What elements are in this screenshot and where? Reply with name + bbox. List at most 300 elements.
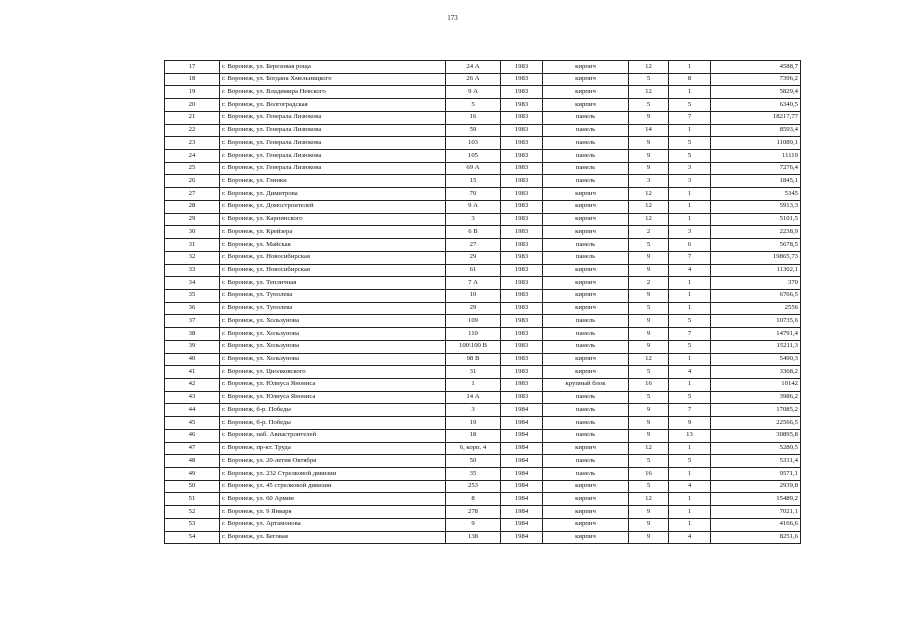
year-cell: 1983 (501, 213, 543, 226)
table-row (165, 277, 801, 290)
year-cell: 1984 (501, 404, 543, 417)
year-cell: 1983 (501, 99, 543, 112)
table-row (165, 213, 801, 226)
house-number-cell: 98 В (446, 353, 501, 366)
year-cell: 1984 (501, 468, 543, 481)
house-number-cell: 69 А (446, 162, 501, 175)
house-number-cell: 24 А (446, 61, 501, 74)
row-number-cell: 54 (165, 531, 220, 544)
entrances-cell: 3 (669, 162, 711, 175)
address-cell: г. Воронеж, ул. Владимира Невского (220, 86, 446, 99)
area-cell: 14791,4 (711, 328, 801, 341)
page-number: 173 (447, 14, 458, 22)
year-cell: 1983 (501, 188, 543, 201)
wall-material-cell: панель (543, 137, 629, 150)
entrances-cell: 5 (669, 137, 711, 150)
table-row (165, 137, 801, 150)
house-number-cell: 10 (446, 289, 501, 302)
floors-cell: 9 (629, 289, 669, 302)
year-cell: 1983 (501, 175, 543, 188)
year-cell: 1983 (501, 111, 543, 124)
area-cell: 3368,2 (711, 366, 801, 379)
area-cell: 15211,3 (711, 340, 801, 353)
house-number-cell: 29 (446, 251, 501, 264)
row-number-cell: 41 (165, 366, 220, 379)
entrances-cell: 4 (669, 480, 711, 493)
floors-cell: 9 (629, 531, 669, 544)
year-cell: 1983 (501, 73, 543, 86)
area-cell: 4166,6 (711, 518, 801, 531)
floors-cell: 12 (629, 493, 669, 506)
entrances-cell: 1 (669, 188, 711, 201)
table-body (165, 61, 801, 544)
area-cell: 6766,5 (711, 289, 801, 302)
area-cell: 370 (711, 277, 801, 290)
year-cell: 1983 (501, 124, 543, 137)
row-number-cell: 42 (165, 378, 220, 391)
wall-material-cell: кирпич (543, 506, 629, 519)
house-number-cell: 110 (446, 328, 501, 341)
address-cell: г. Воронеж, ул. Димитрова (220, 188, 446, 201)
row-number-cell: 53 (165, 518, 220, 531)
house-number-cell: 27 (446, 239, 501, 252)
entrances-cell: 4 (669, 366, 711, 379)
floors-cell: 16 (629, 468, 669, 481)
house-number-cell: 5 (446, 99, 501, 112)
house-number-cell: 9 А (446, 86, 501, 99)
entrances-cell: 1 (669, 124, 711, 137)
house-number-cell: 9 А (446, 200, 501, 213)
wall-material-cell: кирпич (543, 226, 629, 239)
area-cell: 5678,5 (711, 239, 801, 252)
house-number-cell: 18 (446, 429, 501, 442)
year-cell: 1983 (501, 239, 543, 252)
address-cell: г. Воронеж, ул. Богдана Хмельницкого (220, 73, 446, 86)
table-row (165, 239, 801, 252)
house-number-cell: 3 (446, 404, 501, 417)
wall-material-cell: панель (543, 239, 629, 252)
house-number-cell: 61 (446, 264, 501, 277)
wall-material-cell: панель (543, 340, 629, 353)
table-row (165, 366, 801, 379)
house-number-cell: 29 (446, 302, 501, 315)
floors-cell: 9 (629, 264, 669, 277)
house-number-cell: 278 (446, 506, 501, 519)
wall-material-cell: панель (543, 328, 629, 341)
floors-cell: 9 (629, 518, 669, 531)
floors-cell: 3 (629, 175, 669, 188)
row-number-cell: 44 (165, 404, 220, 417)
house-number-cell: 19 (446, 417, 501, 430)
entrances-cell: 1 (669, 493, 711, 506)
address-cell: г. Воронеж, ул. Беговая (220, 531, 446, 544)
entrances-cell: 13 (669, 429, 711, 442)
year-cell: 1984 (501, 493, 543, 506)
house-number-cell: 7 А (446, 277, 501, 290)
year-cell: 1984 (501, 518, 543, 531)
wall-material-cell: кирпич (543, 480, 629, 493)
area-cell: 10735,6 (711, 315, 801, 328)
year-cell: 1983 (501, 366, 543, 379)
wall-material-cell: панель (543, 468, 629, 481)
table-row (165, 226, 801, 239)
floors-cell: 9 (629, 340, 669, 353)
entrances-cell: 1 (669, 213, 711, 226)
year-cell: 1983 (501, 277, 543, 290)
entrances-cell: 3 (669, 226, 711, 239)
address-cell: г. Воронеж, ул. Генерала Лизюкова (220, 137, 446, 150)
floors-cell: 9 (629, 150, 669, 163)
year-cell: 1983 (501, 391, 543, 404)
year-cell: 1983 (501, 226, 543, 239)
address-cell: г. Воронеж, ул. Волгоградская (220, 99, 446, 112)
wall-material-cell: кирпич (543, 188, 629, 201)
house-number-cell: 138 (446, 531, 501, 544)
table-row (165, 506, 801, 519)
year-cell: 1983 (501, 61, 543, 74)
floors-cell: 2 (629, 277, 669, 290)
row-number-cell: 25 (165, 162, 220, 175)
floors-cell: 9 (629, 251, 669, 264)
table-row (165, 188, 801, 201)
entrances-cell: 9 (669, 417, 711, 430)
wall-material-cell: кирпич (543, 213, 629, 226)
row-number-cell: 51 (165, 493, 220, 506)
wall-material-cell: кирпич (543, 86, 629, 99)
address-cell: г. Воронеж, ул. Крейзера (220, 226, 446, 239)
entrances-cell: 5 (669, 340, 711, 353)
address-cell: г. Воронеж, ул. Хользунова (220, 328, 446, 341)
wall-material-cell: кирпич (543, 518, 629, 531)
row-number-cell: 43 (165, 391, 220, 404)
house-number-cell: 6, корп. 4 (446, 442, 501, 455)
area-cell: 6340,5 (711, 99, 801, 112)
address-cell: г. Воронеж, ул. Тепличная (220, 277, 446, 290)
year-cell: 1983 (501, 264, 543, 277)
row-number-cell: 27 (165, 188, 220, 201)
floors-cell: 5 (629, 239, 669, 252)
table-row (165, 162, 801, 175)
year-cell: 1984 (501, 531, 543, 544)
table-row (165, 73, 801, 86)
table-row (165, 353, 801, 366)
table-row (165, 468, 801, 481)
floors-cell: 5 (629, 73, 669, 86)
table-row (165, 531, 801, 544)
floors-cell: 12 (629, 213, 669, 226)
wall-material-cell: панель (543, 315, 629, 328)
floors-cell: 9 (629, 111, 669, 124)
wall-material-cell: кирпич (543, 200, 629, 213)
row-number-cell: 47 (165, 442, 220, 455)
area-cell: 18217,77 (711, 111, 801, 124)
table-row (165, 124, 801, 137)
year-cell: 1983 (501, 328, 543, 341)
row-number-cell: 40 (165, 353, 220, 366)
table-row (165, 200, 801, 213)
address-cell: г. Воронеж, ул. Глинки (220, 175, 446, 188)
year-cell: 1983 (501, 86, 543, 99)
table-row (165, 289, 801, 302)
entrances-cell: 1 (669, 468, 711, 481)
table-row (165, 417, 801, 430)
floors-cell: 9 (629, 137, 669, 150)
year-cell: 1983 (501, 251, 543, 264)
address-cell: г. Воронеж, ул. Артамонова (220, 518, 446, 531)
row-number-cell: 24 (165, 150, 220, 163)
area-cell: 4588,7 (711, 61, 801, 74)
row-number-cell: 17 (165, 61, 220, 74)
address-cell: г. Воронеж, ул. Генерала Лизюкова (220, 162, 446, 175)
floors-cell: 12 (629, 188, 669, 201)
floors-cell: 14 (629, 124, 669, 137)
area-cell: 2556 (711, 302, 801, 315)
table-row (165, 315, 801, 328)
row-number-cell: 45 (165, 417, 220, 430)
floors-cell: 9 (629, 404, 669, 417)
address-cell: г. Воронеж, ул. Новосибирская (220, 251, 446, 264)
entrances-cell: 1 (669, 200, 711, 213)
table-row (165, 99, 801, 112)
area-cell: 9571,1 (711, 468, 801, 481)
year-cell: 1983 (501, 315, 543, 328)
wall-material-cell: панель (543, 150, 629, 163)
wall-material-cell: кирпич (543, 99, 629, 112)
table-row (165, 404, 801, 417)
wall-material-cell: панель (543, 111, 629, 124)
house-number-cell: 1 (446, 378, 501, 391)
row-number-cell: 49 (165, 468, 220, 481)
table-row (165, 150, 801, 163)
address-cell: г. Воронеж, ул. Генерала Лизюкова (220, 124, 446, 137)
address-cell: г. Воронеж, ул. Хользунова (220, 353, 446, 366)
wall-material-cell: кирпич (543, 61, 629, 74)
table-row (165, 264, 801, 277)
floors-cell: 5 (629, 302, 669, 315)
floors-cell: 12 (629, 353, 669, 366)
table-row (165, 378, 801, 391)
wall-material-cell: панель (543, 417, 629, 430)
entrances-cell: 1 (669, 378, 711, 391)
housing-registry-table (164, 60, 801, 544)
house-number-cell: 35 (446, 468, 501, 481)
floors-cell: 9 (629, 429, 669, 442)
house-number-cell: 26 А (446, 73, 501, 86)
entrances-cell: 5 (669, 150, 711, 163)
row-number-cell: 29 (165, 213, 220, 226)
row-number-cell: 39 (165, 340, 220, 353)
year-cell: 1983 (501, 150, 543, 163)
floors-cell: 12 (629, 61, 669, 74)
floors-cell: 5 (629, 99, 669, 112)
wall-material-cell: панель (543, 429, 629, 442)
area-cell: 2238,9 (711, 226, 801, 239)
row-number-cell: 20 (165, 99, 220, 112)
row-number-cell: 26 (165, 175, 220, 188)
table-row (165, 480, 801, 493)
year-cell: 1983 (501, 378, 543, 391)
floors-cell: 12 (629, 200, 669, 213)
row-number-cell: 34 (165, 277, 220, 290)
address-cell: г. Воронеж, ул. Туполева (220, 302, 446, 315)
house-number-cell: 100\100 В (446, 340, 501, 353)
table-row (165, 61, 801, 74)
wall-material-cell: панель (543, 455, 629, 468)
wall-material-cell: панель (543, 124, 629, 137)
address-cell: г. Воронеж, ул. Циолковского (220, 366, 446, 379)
house-number-cell: 15 (446, 175, 501, 188)
entrances-cell: 4 (669, 531, 711, 544)
address-cell: г. Воронеж, ул. Юлиуса Янониса (220, 378, 446, 391)
wall-material-cell: кирпич (543, 531, 629, 544)
year-cell: 1984 (501, 429, 543, 442)
area-cell: 30895,8 (711, 429, 801, 442)
area-cell: 17085,2 (711, 404, 801, 417)
address-cell: г. Воронеж, ул. 232 Стрелковой дивизии (220, 468, 446, 481)
entrances-cell: 1 (669, 353, 711, 366)
row-number-cell: 21 (165, 111, 220, 124)
house-number-cell: 70 (446, 188, 501, 201)
row-number-cell: 28 (165, 200, 220, 213)
year-cell: 1984 (501, 417, 543, 430)
row-number-cell: 52 (165, 506, 220, 519)
year-cell: 1984 (501, 480, 543, 493)
entrances-cell: 7 (669, 111, 711, 124)
address-cell: г. Воронеж, ул. 60 Армии (220, 493, 446, 506)
table-row (165, 302, 801, 315)
area-cell: 5280,5 (711, 442, 801, 455)
table-row (165, 340, 801, 353)
table-row (165, 455, 801, 468)
address-cell: г. Воронеж, ул. Карпинского (220, 213, 446, 226)
row-number-cell: 46 (165, 429, 220, 442)
entrances-cell: 1 (669, 61, 711, 74)
row-number-cell: 35 (165, 289, 220, 302)
wall-material-cell: кирпич (543, 442, 629, 455)
area-cell: 5490,3 (711, 353, 801, 366)
area-cell: 7276,4 (711, 162, 801, 175)
floors-cell: 9 (629, 506, 669, 519)
entrances-cell: 1 (669, 518, 711, 531)
row-number-cell: 48 (165, 455, 220, 468)
year-cell: 1983 (501, 353, 543, 366)
year-cell: 1983 (501, 289, 543, 302)
table-row (165, 328, 801, 341)
floors-cell: 12 (629, 442, 669, 455)
address-cell: г. Воронеж, пр-кт. Труда (220, 442, 446, 455)
house-number-cell: 253 (446, 480, 501, 493)
house-number-cell: 8 (446, 493, 501, 506)
entrances-cell: 7 (669, 328, 711, 341)
year-cell: 1983 (501, 302, 543, 315)
entrances-cell: 5 (669, 455, 711, 468)
area-cell: 5345 (711, 188, 801, 201)
address-cell: г. Воронеж, ул. Генерала Лизюкова (220, 111, 446, 124)
wall-material-cell: кирпич (543, 264, 629, 277)
area-cell: 1845,1 (711, 175, 801, 188)
floors-cell: 16 (629, 378, 669, 391)
row-number-cell: 31 (165, 239, 220, 252)
floors-cell: 5 (629, 391, 669, 404)
area-cell: 8593,4 (711, 124, 801, 137)
wall-material-cell: панель (543, 391, 629, 404)
row-number-cell: 37 (165, 315, 220, 328)
address-cell: г. Воронеж, ул. 45 стрелковой дивизии (220, 480, 446, 493)
house-number-cell: 6 В (446, 226, 501, 239)
row-number-cell: 18 (165, 73, 220, 86)
area-cell: 11119 (711, 150, 801, 163)
year-cell: 1984 (501, 455, 543, 468)
table-row (165, 251, 801, 264)
area-cell: 19865,73 (711, 251, 801, 264)
entrances-cell: 7 (669, 404, 711, 417)
address-cell: г. Воронеж, б-р. Победы (220, 417, 446, 430)
area-cell: 22566,5 (711, 417, 801, 430)
entrances-cell: 8 (669, 73, 711, 86)
wall-material-cell: кирпич (543, 289, 629, 302)
house-number-cell: 14 А (446, 391, 501, 404)
year-cell: 1983 (501, 162, 543, 175)
wall-material-cell: панель (543, 175, 629, 188)
table-row (165, 86, 801, 99)
table-row (165, 493, 801, 506)
row-number-cell: 32 (165, 251, 220, 264)
area-cell: 5331,4 (711, 455, 801, 468)
year-cell: 1983 (501, 137, 543, 150)
area-cell: 2939,8 (711, 480, 801, 493)
entrances-cell: 5 (669, 391, 711, 404)
area-cell: 11089,1 (711, 137, 801, 150)
address-cell: г. Воронеж, ул. Хользунова (220, 340, 446, 353)
row-number-cell: 50 (165, 480, 220, 493)
house-number-cell: 59 (446, 124, 501, 137)
entrances-cell: 5 (669, 315, 711, 328)
address-cell: г. Воронеж, наб. Авиастроителей (220, 429, 446, 442)
row-number-cell: 33 (165, 264, 220, 277)
address-cell: г. Воронеж, ул. Туполева (220, 289, 446, 302)
address-cell: г. Воронеж, б-р. Победы (220, 404, 446, 417)
table-row (165, 111, 801, 124)
address-cell: г. Воронеж, ул. Генерала Лизюкова (220, 150, 446, 163)
entrances-cell: 1 (669, 277, 711, 290)
floors-cell: 12 (629, 86, 669, 99)
year-cell: 1984 (501, 442, 543, 455)
address-cell: г. Воронеж, ул. Новосибирская (220, 264, 446, 277)
house-number-cell: 103 (446, 137, 501, 150)
entrances-cell: 1 (669, 506, 711, 519)
area-cell: 5913,3 (711, 200, 801, 213)
house-number-cell: 31 (446, 366, 501, 379)
wall-material-cell: кирпич (543, 277, 629, 290)
wall-material-cell: панель (543, 251, 629, 264)
table-row (165, 429, 801, 442)
wall-material-cell: кирпич (543, 353, 629, 366)
area-cell: 7021,1 (711, 506, 801, 519)
wall-material-cell: панель (543, 162, 629, 175)
entrances-cell: 1 (669, 442, 711, 455)
year-cell: 1983 (501, 340, 543, 353)
table-row (165, 175, 801, 188)
wall-material-cell: кирпич (543, 366, 629, 379)
house-number-cell: 3 (446, 213, 501, 226)
entrances-cell: 1 (669, 302, 711, 315)
entrances-cell: 4 (669, 264, 711, 277)
row-number-cell: 30 (165, 226, 220, 239)
floors-cell: 9 (629, 162, 669, 175)
table-row (165, 518, 801, 531)
entrances-cell: 7 (669, 251, 711, 264)
address-cell: г. Воронеж, ул. Майская (220, 239, 446, 252)
